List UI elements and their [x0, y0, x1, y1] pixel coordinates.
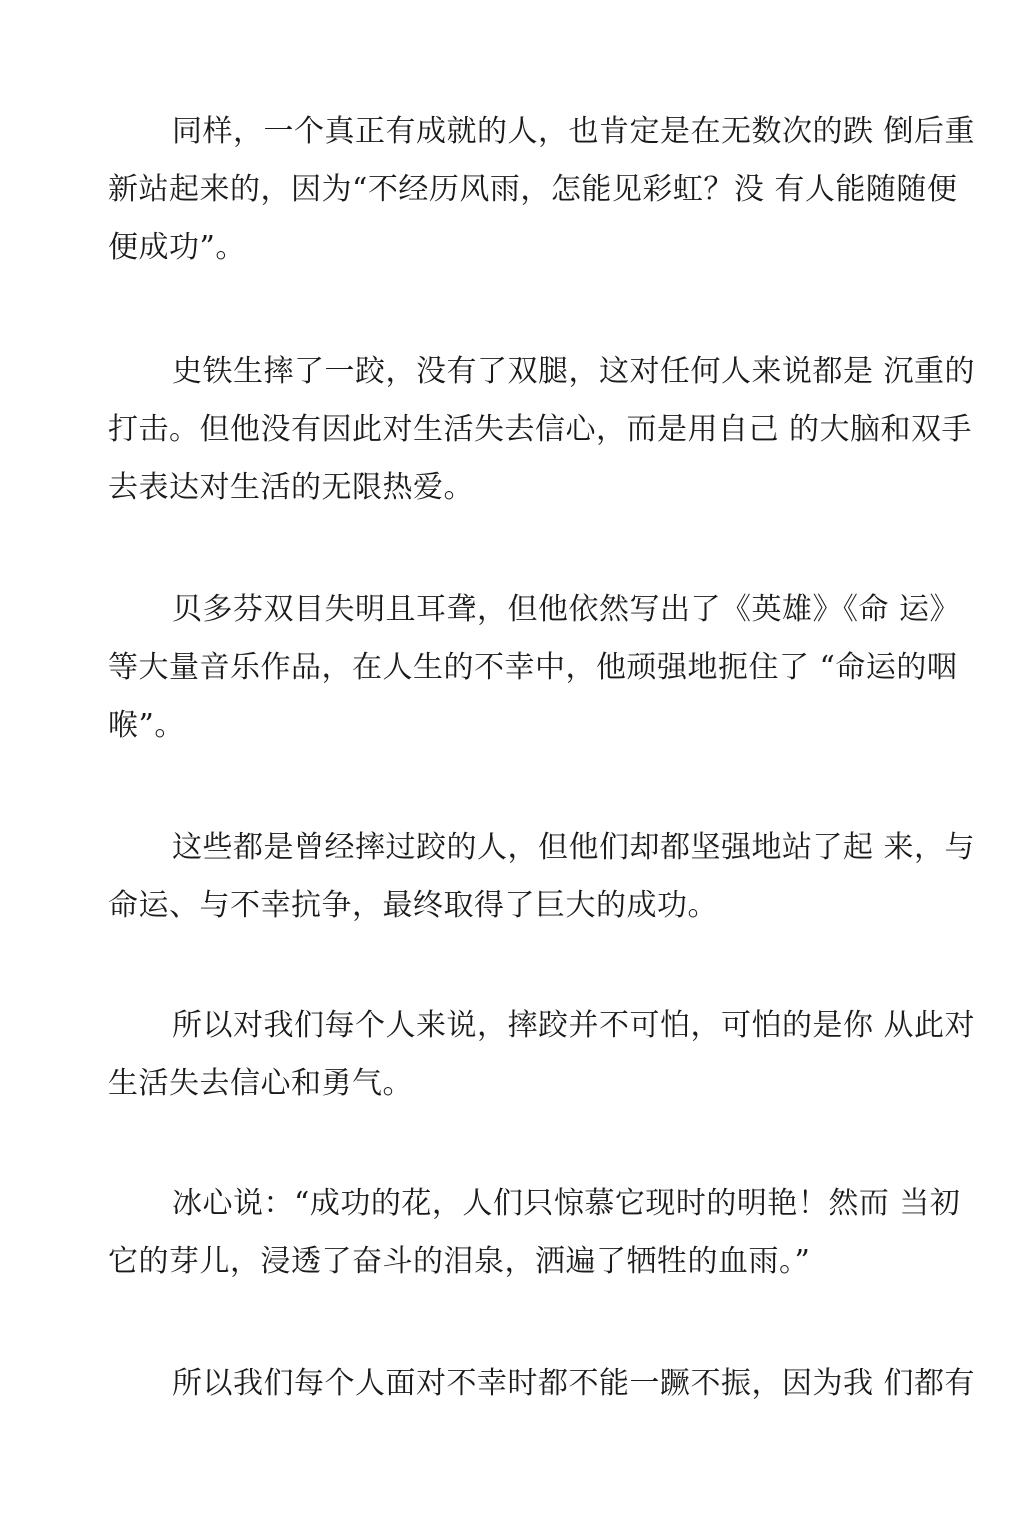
paragraph-line: 便成功”。: [108, 230, 246, 265]
paragraph-line: 喉”。: [108, 708, 185, 743]
paragraph-line: 它的芽儿，浸透了奋斗的泪泉，洒遍了牺牲的血雨。”: [108, 1244, 811, 1279]
paragraph-line: 生活失去信心和勇气。: [108, 1066, 413, 1101]
paragraph-line: 同样，一个真正有成就的人，也肯定是在无数次的跌 倒后重: [172, 114, 976, 149]
paragraph-line: 新站起来的，因为“不经历风雨，怎能见彩虹？没 有人能随随便: [108, 172, 958, 207]
paragraph-line: 去表达对生活的无限热爱。: [108, 470, 474, 505]
paragraph-line: 打击。但他没有因此对生活失去信心，而是用自己 的大脑和双手: [108, 412, 973, 447]
paragraph-line: 所以对我们每个人来说，摔跤并不可怕，可怕的是你 从此对: [172, 1008, 976, 1043]
paragraph-line: 这些都是曾经摔过跤的人，但他们却都坚强地站了起 来，与: [172, 830, 976, 865]
paragraph-line: 冰心说：“成功的花，人们只惊慕它现时的明艳！然而 当初: [172, 1186, 961, 1221]
paragraph-line: 所以我们每个人面对不幸时都不能一蹶不振，因为我 们都有: [172, 1366, 976, 1401]
paragraph-line: 等大量音乐作品，在人生的不幸中，他顽强地扼住了 “命运的咽: [108, 650, 958, 685]
paragraph-line: 史铁生摔了一跤，没有了双腿，这对任何人来说都是 沉重的: [172, 354, 976, 389]
paragraph-line: 命运、与不幸抗争，最终取得了巨大的成功。: [108, 888, 718, 923]
paragraph-line: 贝多芬双目失明且耳聋，但他依然写出了《英雄》《命 运》: [172, 592, 961, 627]
